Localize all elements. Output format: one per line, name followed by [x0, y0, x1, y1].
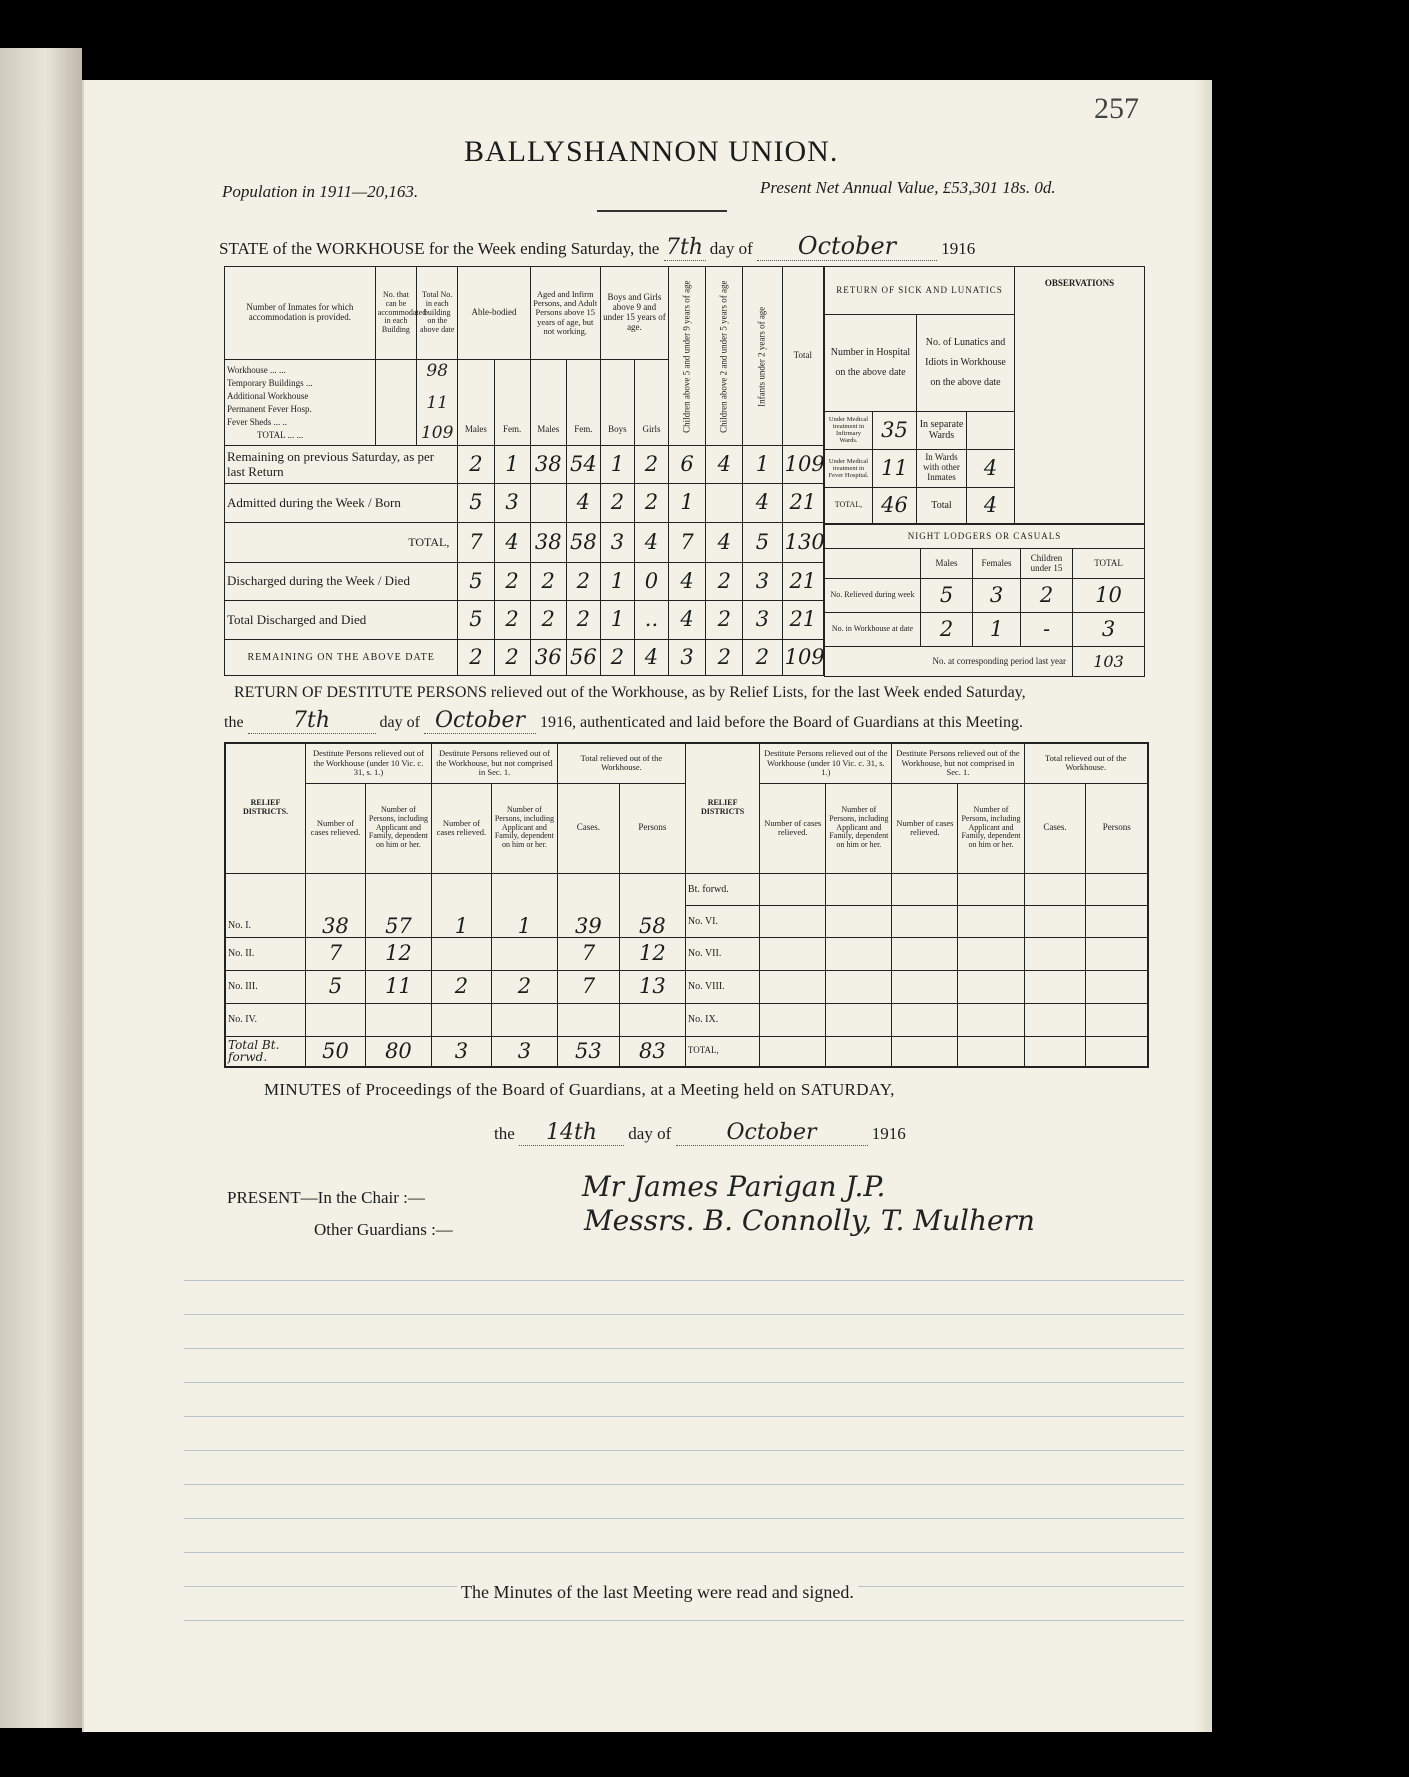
boys-header: Boys [600, 359, 634, 445]
lodger-children-header: Children under 15 [1021, 549, 1073, 579]
table-row: Under Medical treatment in Infirmary Wards. 35 In separate Wards [825, 411, 1145, 449]
group2-header-right: Destitute Persons relieved out of the Workhouse, but not comprised in Sec. 1. [892, 743, 1024, 783]
girls-header: Girls [634, 359, 668, 445]
boys-girls-header: Boys and Girls above 9 and under 15 years of age. [600, 267, 668, 360]
book-spine [0, 48, 82, 1728]
lodger-total-header: TOTAL [1073, 549, 1145, 579]
minutes-line-2: the 14th day of October 1916 [494, 1120, 906, 1145]
return-line-2: the 7th day of October 1916, authenticated and laid before the Board of Guardians at this Meeting. [224, 708, 1023, 733]
children-5-9-header: Children above 5 and under 9 years of age [669, 267, 706, 446]
lunatics-header: No. of Lunatics and Idiots in Workhouse on the above date [917, 315, 1015, 411]
table-row: No. VI. [225, 905, 1148, 937]
children-2-5-header: Children above 2 and under 5 years of age [706, 267, 743, 446]
table-row: Under Medical treatment in Fever Hospital. 11 In Wards with other Inmates 4 [825, 449, 1145, 487]
chair-name: Mr James Parigan J.P. [582, 1170, 886, 1203]
table-row-total: TOTAL, 7 4 38 58 3 4 7 4 5 130 [225, 522, 824, 562]
table-row: Total Discharged and Died 5 2 2 2 1 .. 4 2 3 21 [225, 601, 824, 639]
night-lodgers-title: NIGHT LODGERS OR CASUALS [825, 525, 1145, 549]
males-header: Males [458, 359, 494, 445]
observations-header: OBSERVATIONS [1015, 267, 1145, 524]
table-row: TOTAL, 46 Total 4 [825, 487, 1145, 523]
able-bodied-header: Able-bodied [458, 267, 530, 360]
total-header: Total [782, 267, 823, 446]
aged-infirm-header: Aged and Infirm Persons, and Adult Persons above 15 years of age, but not working. [530, 267, 600, 360]
in-hospital-header: Number in Hospital on the above date [825, 315, 917, 411]
table-row: No. II. 7 12 7 12 No. VII. [225, 937, 1148, 970]
other-guardians-names: Messrs. B. Connolly, T. Mulhern [584, 1204, 1035, 1237]
table-row: Discharged during the Week / Died 5 2 2 2 1 0 4 2 3 21 [225, 562, 824, 600]
title-rule [597, 210, 727, 212]
relief-districts-header: RELIEF DISTRICTS. [225, 743, 306, 873]
state-line: STATE of the WORKHOUSE for the Week ending Saturday, the 7th day of October 1916 [219, 232, 976, 260]
night-lodgers-table [824, 524, 1145, 677]
group2-header: Destitute Persons relieved out of the Workhouse, but not comprised in Sec. 1. [431, 743, 557, 783]
present-label: PRESENT—In the Chair :— [227, 1188, 425, 1207]
table-row: Remaining on previous Saturday, as per last Return 2 1 38 54 1 2 6 4 1 109 [225, 445, 824, 483]
building-list: Workhouse ... ... Temporary Buildings ... Additional Workhouse Permanent Fever Hosp. Fever Sheds ... .. TOTAL ... ... [225, 359, 376, 445]
table-row-remaining: REMAINING ON THE ABOVE DATE 2 2 36 56 2 4 3 2 2 109 [225, 639, 824, 675]
group3-header-right: Total relieved out of the Workhouse. [1024, 743, 1148, 783]
page-number: 257 [1094, 92, 1139, 125]
population-text: Population in 1911—20,163. [222, 182, 419, 201]
infants-header: Infants under 2 years of age [743, 267, 782, 446]
net-value-text: Present Net Annual Value, £53,301 18s. 0d. [760, 178, 1056, 197]
col-capacity-header: No. that can be accommodated in each Building [375, 267, 416, 360]
group1-header-right: Destitute Persons relieved out of the Workhouse (under 10 Vic. c. 31, s. 1.) [760, 743, 892, 783]
table-row: No. at corresponding period last year 103 [825, 647, 1145, 677]
table-row: No. I. 38 57 1 1 39 58 Bt. forwd. [225, 873, 1148, 905]
table-row: No. Relieved during week 5 3 2 10 [825, 579, 1145, 613]
fem-header: Fem. [494, 359, 530, 445]
sick-return-title: RETURN OF SICK AND LUNATICS [825, 267, 1015, 315]
relief-districts-header-right: RELIEF DISTRICTS [685, 743, 759, 873]
minutes-footer: The Minutes of the last Meeting were read and signed. [457, 1582, 858, 1603]
minutes-line-1: MINUTES of Proceedings of the Board of Guardians, at a Meeting held on SATURDAY, [264, 1080, 895, 1099]
aged-males-header: Males [530, 359, 566, 445]
page-title: BALLYSHANNON UNION. [464, 135, 839, 168]
group3-header: Total relieved out of the Workhouse. [557, 743, 685, 783]
col-accommodation-header: Number of Inmates for which accommodation is provided. [225, 267, 376, 360]
table-row-total: Total Bt. forwd. 50 80 3 3 53 83 TOTAL, [225, 1036, 1148, 1067]
col-count-header: Total No. in each building on the above date [417, 267, 458, 360]
table-row: No. III. 5 11 2 2 7 13 No. VIII. [225, 970, 1148, 1003]
workhouse-table [224, 266, 824, 676]
building-totals: 98 11 109 [417, 359, 458, 445]
lodger-males-header: Males [921, 549, 973, 579]
ledger-page [82, 80, 1212, 1732]
table-row: Admitted during the Week / Born 5 3 4 2 2 1 4 21 [225, 484, 824, 522]
sick-lunatics-table [824, 266, 1145, 524]
return-line-1: RETURN OF DESTITUTE PERSONS relieved out of the Workhouse, as by Relief Lists, for the last Week ended Saturday, [234, 684, 1026, 701]
table-row: No. IV. No. IX. [225, 1003, 1148, 1036]
lodger-females-header: Females [973, 549, 1021, 579]
group1-header: Destitute Persons relieved out of the Workhouse (under 10 Vic. c. 31, s. 1.) [306, 743, 432, 783]
table-row: No. in Workhouse at date 2 1 - 3 [825, 613, 1145, 647]
other-guardians-label: Other Guardians :— [314, 1220, 453, 1239]
relief-table: RELIEF DISTRICTS. Destitute Persons relieved out of the Workhouse (under 10 Vic. c. 31, s. 1.) Destitute Persons relieved out of the Workhouse, but not comprised in Sec. 1. Total relieved out of the Workhouse. RELIEF DISTRICTS Destitute Persons relieved out of the Workhouse (under 10 Vic. c. 31, s. 1.) Destitute Persons relieved out of the Workhouse, but not comprised in Sec. 1. Total relieved out of the Workhouse. Number of cases relieved. Number of Persons, including Applicant and Family, dependent on him or her. Number of cases relieved. Number of Persons, including Applicant and Family, dependent on him or her. Cases. Persons Number of cases relieved. Number of Persons, including Applicant and Family, dependent on him or her. Number of cases relieved. Number of Persons, including Applicant and Family, dependent on him or her. Cases. Persons No. I. 38 57 1 1 39 58 Bt. forwd. No. VI. No. II. 7 12 7 12 No. VII. No. III. 5 11 2 2 7 13 No. VIII. No. IV. No. IX. Total Bt. forwd. 50 80 3 3 53 83 TOTAL, [224, 742, 1149, 1068]
aged-fem-header: Fem. [566, 359, 600, 445]
building-capacity-cell [375, 359, 416, 445]
